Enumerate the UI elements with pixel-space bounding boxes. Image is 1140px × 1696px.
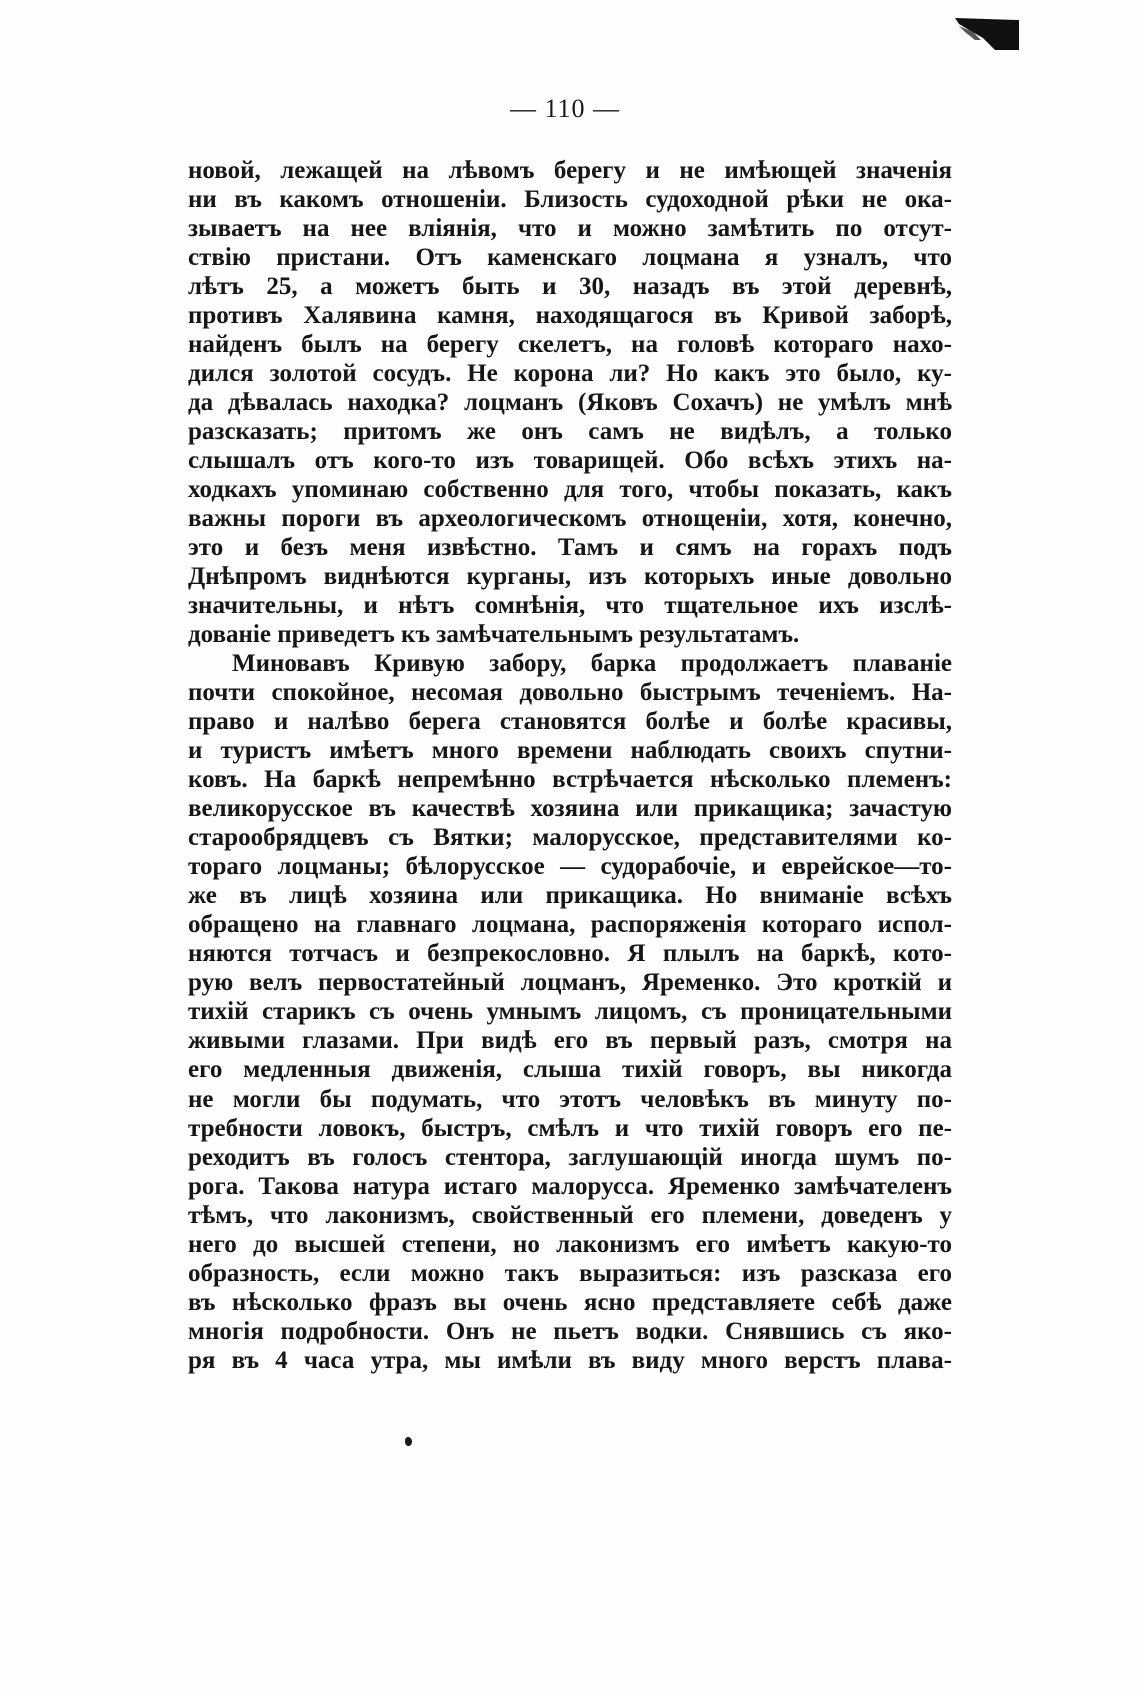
- text-line: Днѣпромъ виднѣются курганы, изъ которыхъ иные довольно: [188, 563, 952, 591]
- text-line: ря въ 4 часа утра, мы имѣли въ виду много верстъ плава-: [188, 1346, 952, 1374]
- text-line: живыми глазами. При видѣ его въ первый разъ, смотря на: [188, 1027, 952, 1055]
- text-line: рую велъ первостатейный лоцманъ, Яременко. Это кроткій и: [188, 969, 952, 997]
- text-line: его медленныя движенія, слыша тихій говоръ, вы никогда: [188, 1056, 952, 1084]
- text-line: рога. Такова натура истаго малорусса. Яременко замѣчателенъ: [188, 1172, 952, 1200]
- text-line: тораго лоцманы; бѣлорусское — судорабочіе, и еврейское—то-: [188, 853, 952, 881]
- text-line: это и безъ меня извѣстно. Тамъ и сямъ на горахъ подъ: [188, 534, 952, 562]
- text-line: противъ Халявина камня, находящагося въ Кривой заборѣ,: [188, 302, 952, 330]
- text-line: значительны, и нѣтъ сомнѣнія, что тщательное ихъ изслѣ-: [188, 592, 952, 620]
- paragraph-main: [188, 649, 952, 1374]
- text-line: ни въ какомъ отношеніи. Близость судоходной рѣки не ока-: [188, 186, 952, 214]
- text-line: требности ловокъ, быстръ, смѣлъ и что тихій говоръ его пе-: [188, 1114, 952, 1142]
- scan-artifact-dot: [405, 1437, 412, 1446]
- text-line: же въ лицѣ хозяина или прикащика. Но вниманіе всѣхъ: [188, 882, 952, 910]
- text-line: няются тотчасъ и безпрекословно. Я плылъ на баркѣ, кото-: [188, 940, 952, 968]
- text-line: образность, если можно такъ выразиться: изъ разсказа его: [188, 1259, 952, 1287]
- text-line: ходкахъ упоминаю собственно для того, чтобы показать, какъ: [188, 476, 952, 504]
- paragraph-continued: [188, 156, 952, 649]
- page-number: — 110 —: [509, 94, 621, 123]
- text-line: старообрядцевъ съ Вятки; малорусское, представителями ко-: [188, 824, 952, 852]
- text-line: новой, лежащей на лѣвомъ берегу и не имѣющей значенія: [188, 157, 952, 184]
- text-line-paragraph-start: Миновавъ Кривую забору, барка продолжаетъ плаваніе: [232, 650, 952, 678]
- text-line: зываетъ на нее вліянія, что и можно замѣтить по отсут-: [188, 215, 952, 243]
- text-line: тѣмъ, что лаконизмъ, свойственный его племени, доведенъ у: [188, 1201, 952, 1229]
- text-line: право и налѣво берега становятся болѣе и болѣе красивы,: [188, 708, 952, 736]
- text-line-paragraph-end: дованіе приведетъ къ замѣчательнымъ результатамъ.: [188, 621, 800, 649]
- text-line: дился золотой сосудъ. Не корона ли? Но какъ это было, ку-: [188, 360, 952, 388]
- text-line: найденъ былъ на берегу скелетъ, на головѣ котораго нахо-: [188, 331, 952, 359]
- text-line: ковъ. На баркѣ непремѣнно встрѣчается нѣсколько племенъ:: [188, 766, 952, 794]
- text-line: лѣтъ 25, а можетъ быть и 30, назадъ въ этой деревнѣ,: [188, 273, 952, 301]
- text-line: да дѣвалась находка? лоцманъ (Яковъ Сохачъ) не умѣлъ мнѣ: [188, 389, 952, 417]
- text-line: и туристъ имѣетъ много времени наблюдать своихъ спутни-: [188, 737, 952, 765]
- text-line: въ нѣсколько фразъ вы очень ясно представляете себѣ даже: [188, 1288, 952, 1316]
- text-line: него до высшей степени, но лаконизмъ его имѣетъ какую-то: [188, 1230, 952, 1258]
- text-line: великорусское въ качествѣ хозяина или прикащика; зачастую: [188, 795, 952, 823]
- text-line: почти спокойное, несомая довольно быстрымъ теченіемъ. На-: [188, 679, 952, 707]
- text-line: ствію пристани. Отъ каменскаго лоцмана я узналъ, что: [188, 244, 952, 272]
- text-line: реходитъ въ голосъ стентора, заглушающій иногда шумъ по-: [188, 1143, 952, 1171]
- text-line: обращено на главнаго лоцмана, распоряженія котораго испол-: [188, 911, 952, 939]
- text-line: слышалъ отъ кого-то изъ товарищей. Обо всѣхъ этихъ на-: [188, 447, 952, 475]
- text-line: разсказать; притомъ же онъ самъ не видѣлъ, а только: [188, 418, 952, 446]
- scan-artifact-mark: [955, 16, 1019, 52]
- text-line: тихій старикъ съ очень умнымъ лицомъ, съ проницательными: [188, 998, 952, 1026]
- text-line: важны пороги въ археологическомъ отнощеніи, хотя, конечно,: [188, 505, 952, 533]
- body-text: [188, 156, 952, 1375]
- text-line: многія подробности. Онъ не пьетъ водки. Снявшись съ яко-: [188, 1317, 952, 1345]
- text-line: не могли бы подумать, что этотъ человѣкъ въ минуту по-: [188, 1085, 952, 1113]
